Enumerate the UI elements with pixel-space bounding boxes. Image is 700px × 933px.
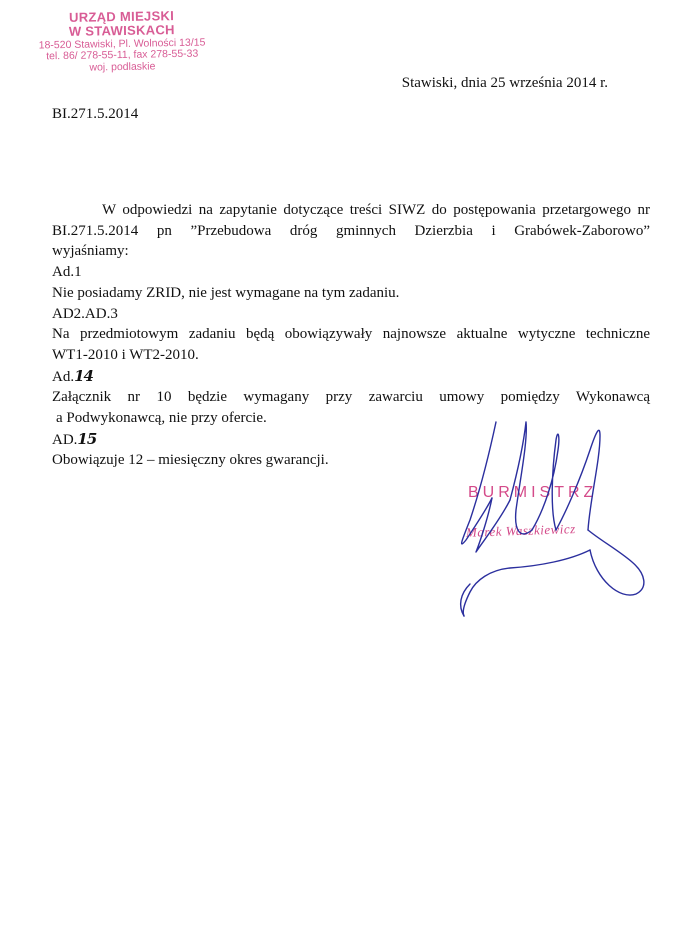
intro-line-3: wyjaśniamy:	[52, 243, 129, 260]
office-stamp	[21, 8, 222, 75]
handwritten-signature	[440, 400, 670, 630]
mayor-seal-title: BURMISTRZ	[468, 484, 598, 501]
ad4-label-prefix: Ad.	[52, 368, 75, 385]
intro-line-1: W odpowiedzi na zapytanie dotyczące treści SIWZ do postępowania przetargowego nr	[102, 202, 650, 218]
ad5-text: Obowiązuje 12 – miesięczny okres gwarancji.	[52, 452, 329, 469]
stamp-line-region: woj. podlaskie	[89, 60, 156, 74]
ad1-text: Nie posiadamy ZRID, nie jest wymagane na tym zadaniu.	[52, 284, 400, 301]
ad1-label: Ad.1	[52, 264, 82, 281]
stamp-line-address: 18-520 Stawiski, Pl. Wolności 13/15	[38, 36, 206, 52]
ad23-label: AD2.AD.3	[52, 305, 118, 322]
ad5-label-prefix: AD.	[52, 431, 78, 448]
place-and-date: Stawiski, dnia 25 września 2014 r.	[401, 75, 608, 91]
intro-line-2: BI.271.5.2014 pn ”Przebudowa dróg gminnych Dzierzbia i Grabówek-Zaborowo”	[52, 222, 650, 239]
stamp-line-office: URZĄD MIEJSKI	[68, 8, 175, 25]
ad5-label-handwritten: 15	[77, 429, 97, 448]
mayor-seal-name: Marek Waszkiewicz	[465, 521, 576, 540]
ad23-text-line-1: Na przedmiotowym zadaniu będą obowiązywały najnowsze aktualne wytyczne techniczne	[52, 326, 650, 343]
ad4-text-line-2: a Podwykonawcą, nie przy ofercie.	[56, 410, 267, 427]
ad4-text-line-1: Załącznik nr 10 będzie wymagany przy zawarciu umowy pomiędzy Wykonawcą	[52, 389, 650, 406]
reference-number: BI.271.5.2014	[52, 106, 139, 122]
ad4-label	[52, 366, 650, 388]
ad23-text-line-2: WT1-2010 i WT2-2010.	[52, 346, 199, 363]
stamp-line-phone: tel. 86/ 278-55-11, fax 278-55-33	[46, 47, 199, 63]
ad4-label-handwritten: 14	[74, 366, 93, 385]
stamp-line-town: W STAWISKACH	[68, 22, 175, 40]
